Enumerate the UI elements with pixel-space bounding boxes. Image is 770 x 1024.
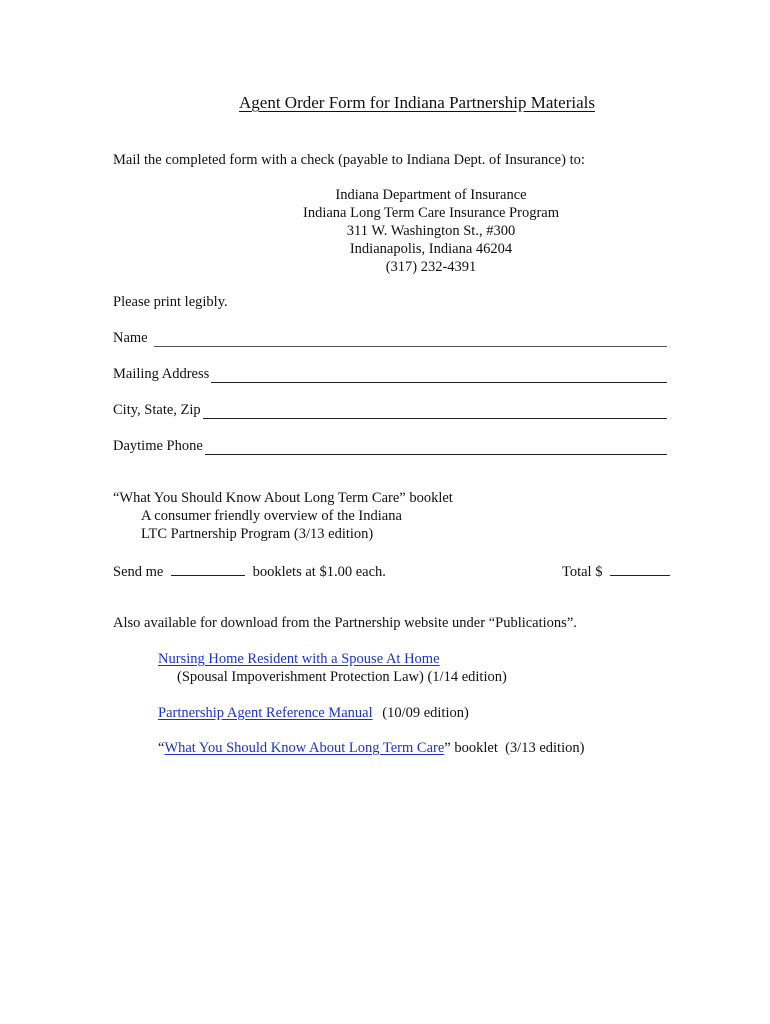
mailing-address-field[interactable]: [211, 366, 667, 383]
download-intro: Also available for download from the Partnership website under “Publications”.: [113, 615, 577, 631]
city-state-zip-label: City, State, Zip: [113, 402, 201, 418]
booklet-description-1: A consumer friendly overview of the Indiana: [141, 508, 402, 524]
order-line: [113, 561, 386, 581]
booklet-title: “What You Should Know About Long Term Care” booklet: [113, 490, 453, 506]
daytime-phone-field-row: [113, 435, 667, 455]
booklet-description-2: LTC Partnership Program (3/13 edition): [141, 526, 374, 542]
mail-instruction: Mail the completed form with a check (payable to Indiana Dept. of Insurance) to:: [113, 152, 585, 168]
total-line: [562, 561, 670, 581]
booklet-quantity-field[interactable]: [171, 561, 245, 576]
total-label: Total $: [562, 564, 603, 580]
download-item-1: [158, 650, 440, 668]
download-item-1-detail: (Spousal Impoverishment Protection Law) (1/14 edition): [177, 669, 507, 685]
address-line-3: 311 W. Washington St., #300: [346, 223, 516, 239]
download-item-2-detail: (10/09 edition): [382, 705, 469, 721]
long-term-care-booklet-link[interactable]: What You Should Know About Long Term Care: [164, 740, 445, 756]
address-line-1: Indiana Department of Insurance: [335, 187, 527, 203]
name-field[interactable]: [154, 330, 667, 347]
page-title: Agent Order Form for Indiana Partnership Materials: [239, 93, 595, 112]
name-field-row: [113, 327, 667, 347]
address-phone: (317) 232-4391: [385, 259, 477, 275]
send-me-label: Send me: [113, 564, 164, 580]
nursing-home-resident-link[interactable]: Nursing Home Resident with a Spouse At Home: [158, 651, 440, 667]
address-line-2: Indiana Long Term Care Insurance Program: [302, 205, 559, 221]
mailing-address-field-row: [113, 363, 667, 383]
download-item-3: [158, 739, 584, 757]
download-item-2: [158, 704, 469, 722]
daytime-phone-label: Daytime Phone: [113, 438, 203, 454]
daytime-phone-field[interactable]: [205, 438, 667, 455]
total-amount-field[interactable]: [610, 561, 670, 576]
city-state-zip-field-row: [113, 399, 667, 419]
agent-reference-manual-link[interactable]: Partnership Agent Reference Manual: [158, 705, 373, 721]
download-item-3-detail: ” booklet (3/13 edition): [444, 740, 585, 756]
mailing-address-label: Mailing Address: [113, 366, 210, 382]
city-state-zip-field[interactable]: [203, 402, 667, 419]
print-note: Please print legibly.: [113, 294, 228, 310]
download-item-3-open-quote: “: [158, 740, 165, 756]
name-label: Name: [113, 330, 148, 346]
booklets-price-label: booklets at $1.00 each.: [252, 564, 386, 580]
address-line-4: Indianapolis, Indiana 46204: [349, 241, 513, 257]
